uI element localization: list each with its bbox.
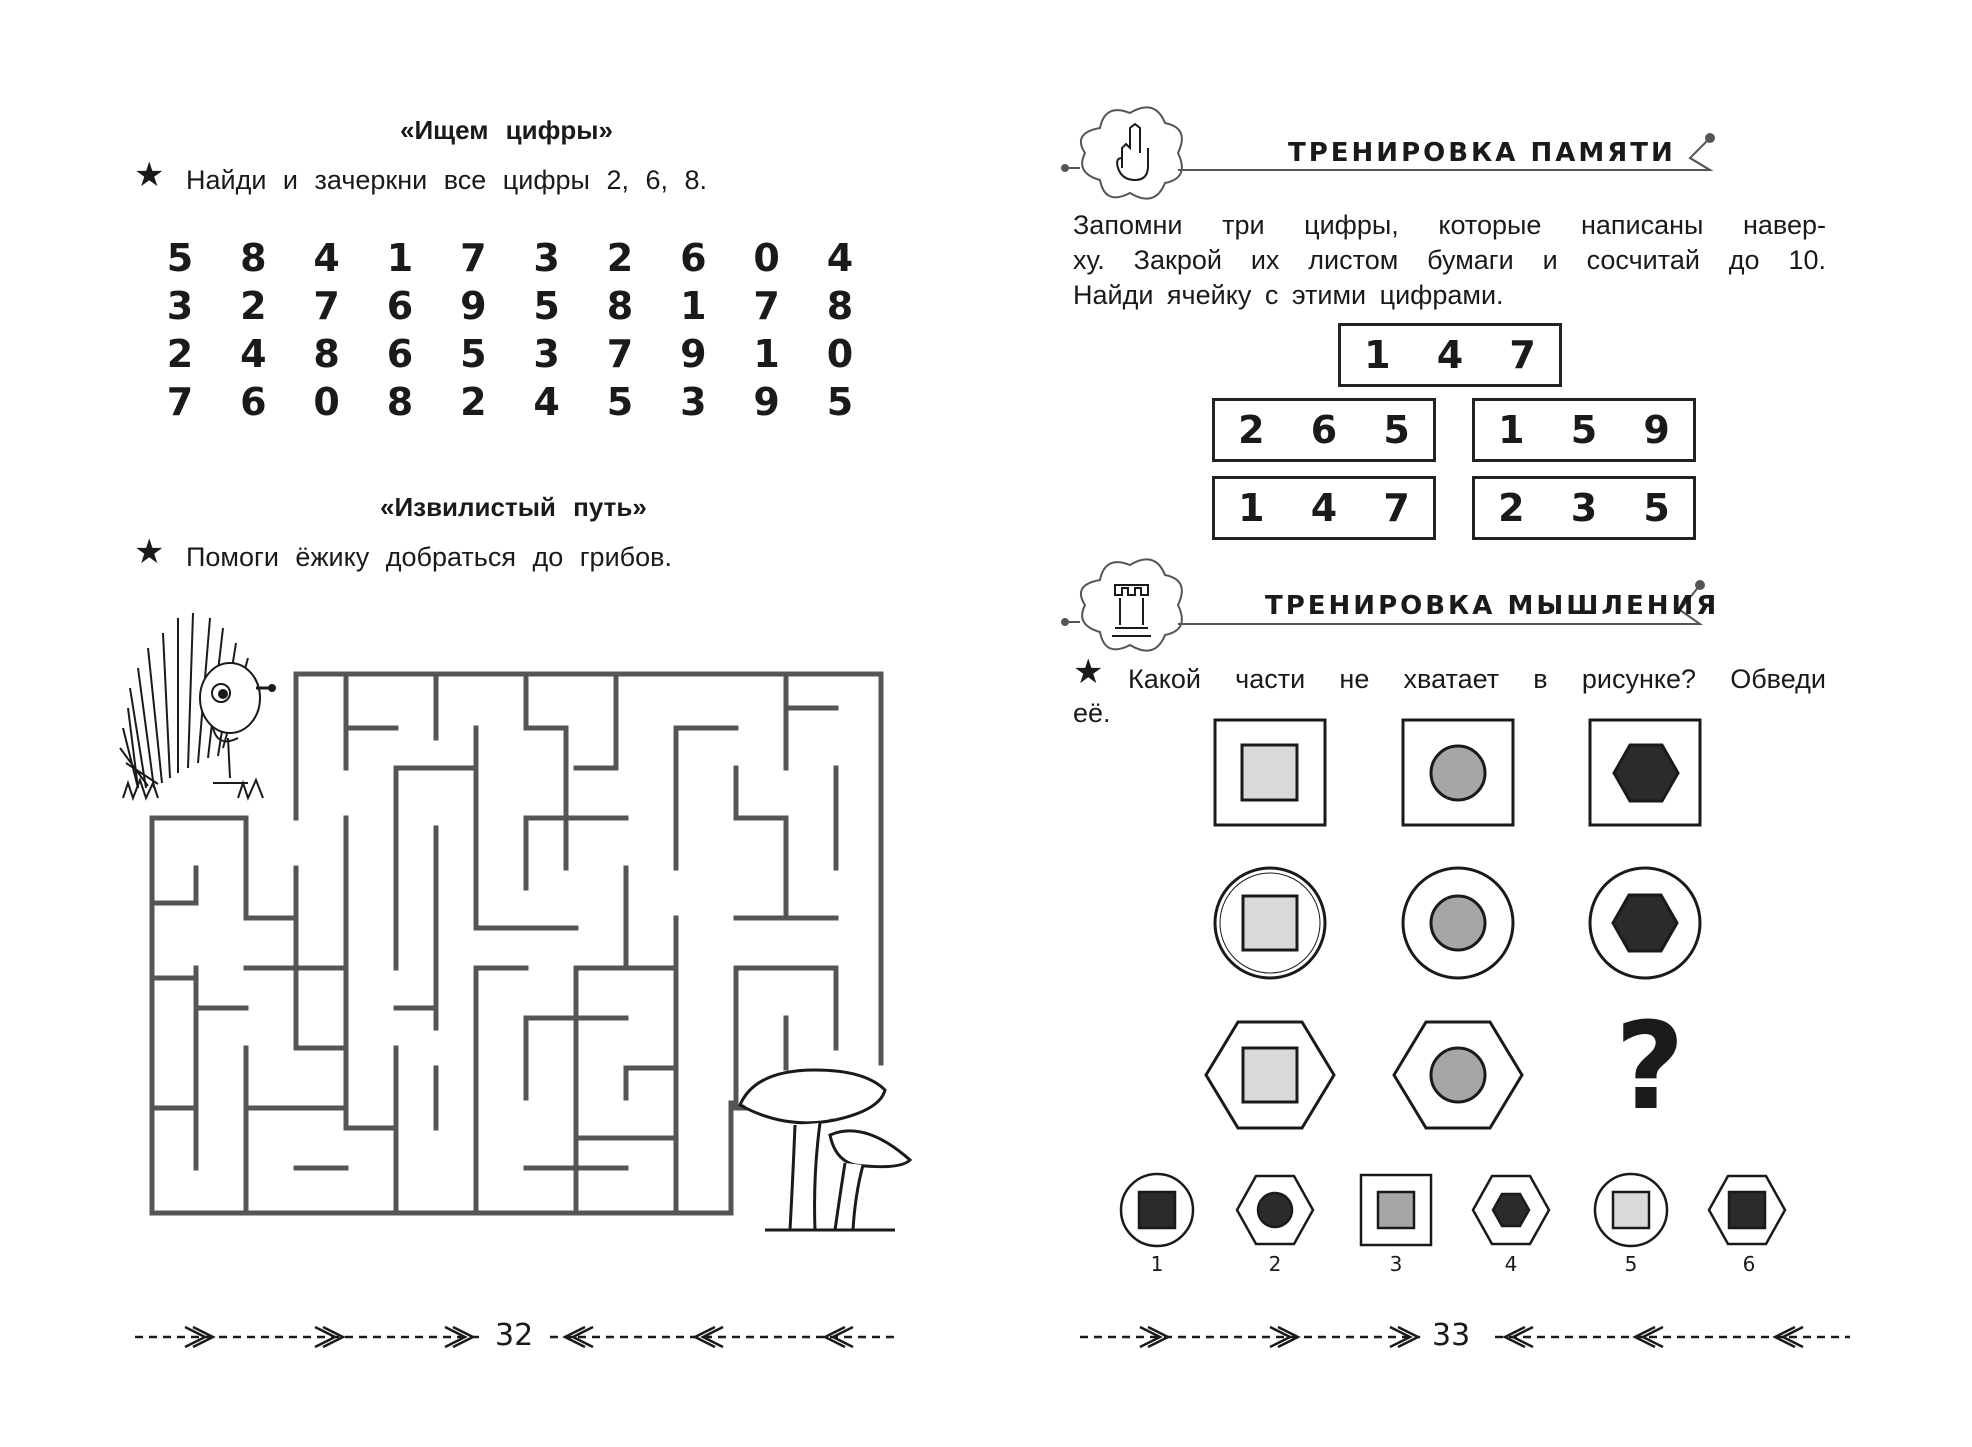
instruction-line: Найди ячейку с этими цифрами. (1073, 280, 1504, 310)
digit: 5 (606, 380, 634, 424)
digit: 5 (460, 332, 487, 376)
task1-instruction: Найди и зачеркни все цифры 2, 6, 8. (186, 165, 708, 195)
task1-title: «Ищем цифры» (400, 115, 613, 145)
task2-title: «Извилистый путь» (380, 492, 647, 522)
task2-instruction: Помоги ёжику добраться до грибов. (186, 542, 672, 572)
digit: 1 (753, 332, 780, 376)
digit: 7 (753, 284, 780, 328)
star-icon: ★ (134, 533, 165, 571)
page-number-right: 33 (1432, 1318, 1471, 1353)
digit: 6 (386, 284, 414, 328)
digit: 9 (460, 284, 487, 328)
answer-cell[interactable] (1212, 398, 1436, 462)
instruction-line: Какой части не хватает в рисунке? Обведи (1128, 664, 1826, 694)
option-label: 4 (1504, 1252, 1518, 1276)
digit: 4 (1310, 486, 1338, 530)
answer-options (1115, 1172, 1815, 1262)
option-6[interactable] (1709, 1176, 1785, 1244)
option-1[interactable] (1121, 1174, 1193, 1246)
digit: 1 (1364, 333, 1391, 377)
thinking-instruction-line2: её. (1073, 698, 1111, 728)
question-mark: ? (1615, 998, 1685, 1137)
digit: 8 (606, 284, 634, 328)
option-label: 6 (1742, 1252, 1756, 1276)
digit: 3 (680, 380, 707, 424)
answer-cell[interactable] (1212, 476, 1436, 540)
digit: 6 (1310, 408, 1338, 452)
digit: 9 (1643, 408, 1670, 452)
memory-instruction (1073, 208, 1826, 313)
page-number-left: 32 (495, 1318, 534, 1353)
digit: 2 (1498, 486, 1525, 530)
digit: 1 (386, 236, 414, 280)
digit: 1 (680, 284, 707, 328)
digit: 7 (1383, 486, 1410, 530)
digit: 8 (240, 236, 267, 280)
option-5[interactable] (1595, 1174, 1667, 1246)
digit: 7 (460, 236, 487, 280)
digit: 1 (1498, 408, 1525, 452)
digit: 5 (166, 236, 194, 280)
digit-row (160, 380, 860, 428)
thinking-header: ТРЕНИРОВКА МЫШЛЕНИЯ (1265, 591, 1720, 621)
digit: 2 (1238, 408, 1265, 452)
digit: 1 (1238, 486, 1265, 530)
instruction-line: Запомни три цифры, которые написаны навер- (1073, 210, 1826, 240)
digit: 5 (826, 380, 854, 424)
option-label: 3 (1389, 1252, 1403, 1276)
target-number-box (1338, 323, 1562, 387)
option-4[interactable] (1473, 1176, 1549, 1244)
star-icon: ★ (134, 156, 165, 194)
instruction-line: ху. Закрой их листом бумаги и сосчитай до 10. (1073, 245, 1826, 275)
option-label: 5 (1624, 1252, 1638, 1276)
digit: 0 (826, 332, 854, 376)
digit: 8 (826, 284, 854, 328)
digit: 4 (533, 380, 560, 424)
digit: 9 (753, 380, 780, 424)
digit: 4 (240, 332, 267, 376)
answer-cell[interactable] (1472, 398, 1696, 462)
digit: 8 (386, 380, 414, 424)
option-2[interactable] (1237, 1176, 1313, 1244)
option-label: 2 (1268, 1252, 1282, 1276)
digit: 5 (1570, 408, 1598, 452)
star-icon: ★ (1073, 653, 1104, 691)
digit: 0 (753, 236, 780, 280)
digit: 7 (606, 332, 634, 376)
mushroom-illustration (735, 1065, 925, 1235)
digit-row (160, 284, 860, 332)
digit: 7 (1509, 333, 1536, 377)
digit: 7 (166, 380, 194, 424)
digit: 3 (166, 284, 194, 328)
digit: 8 (313, 332, 340, 376)
memory-header: ТРЕНИРОВКА ПАМЯТИ (1288, 138, 1676, 168)
digit: 0 (313, 380, 340, 424)
digit-row (160, 236, 860, 284)
thinking-instruction (1128, 662, 1826, 697)
digit: 3 (533, 236, 560, 280)
option-label: 1 (1150, 1252, 1164, 1276)
digit: 6 (386, 332, 414, 376)
digit: 7 (313, 284, 340, 328)
digit-row (160, 332, 860, 380)
digit: 6 (680, 236, 707, 280)
digit: 2 (460, 380, 487, 424)
digit: 2 (166, 332, 194, 376)
digit: 3 (533, 332, 560, 376)
digit: 9 (680, 332, 707, 376)
digit: 4 (1436, 333, 1464, 377)
digit: 4 (826, 236, 854, 280)
digit: 4 (313, 236, 340, 280)
digit: 6 (240, 380, 267, 424)
digit: 5 (1383, 408, 1410, 452)
digit: 5 (533, 284, 560, 328)
digit: 3 (1570, 486, 1598, 530)
digit: 5 (1643, 486, 1670, 530)
digit-grid (160, 236, 860, 428)
digit: 2 (606, 236, 634, 280)
option-3[interactable] (1361, 1175, 1431, 1245)
digit: 2 (240, 284, 267, 328)
answer-cell[interactable] (1472, 476, 1696, 540)
